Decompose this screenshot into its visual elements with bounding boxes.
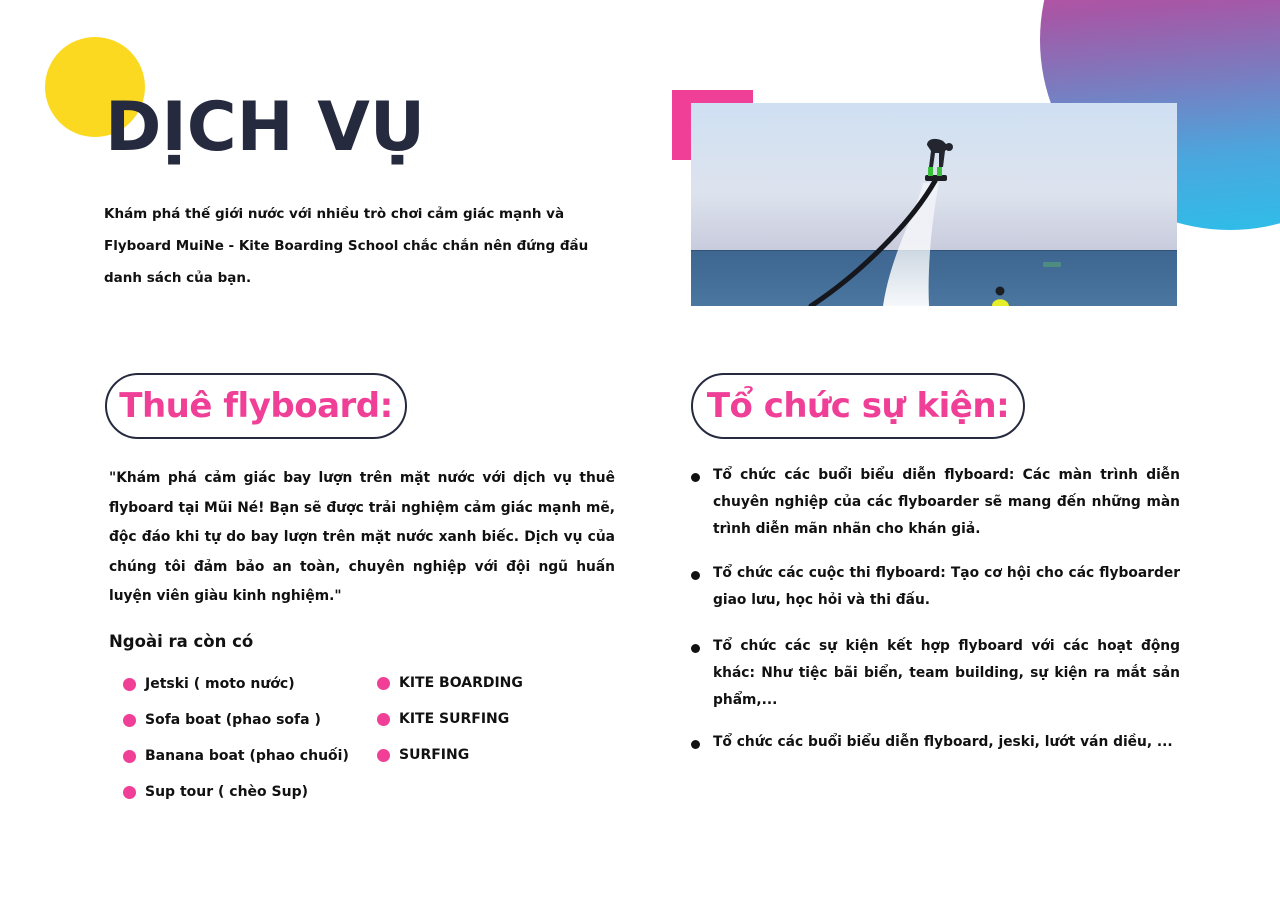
pink-bullet-icon	[123, 714, 136, 727]
events-heading-pill	[691, 373, 1025, 439]
bullet-icon	[691, 473, 700, 482]
extras-list-right	[377, 665, 523, 773]
extras-list-left	[123, 666, 349, 810]
flyboard-photo	[691, 103, 1177, 306]
event-item: Tổ chức các buổi biểu diễn flyboard, jeski, lướt ván diều, ...	[690, 729, 1180, 756]
rental-heading-pill	[105, 373, 407, 439]
events-list	[690, 462, 1180, 756]
extras-heading: Ngoài ra còn có	[109, 632, 254, 651]
events-heading: Tổ chức sự kiện:	[706, 386, 1010, 426]
bullet-icon	[691, 571, 700, 580]
extras-item: SURFING	[377, 737, 523, 773]
pink-bullet-icon	[377, 677, 390, 690]
flyboard-photo-image	[691, 103, 1177, 306]
event-item: Tổ chức các cuộc thi flyboard: Tạo cơ hội cho các flyboarder giao lưu, học hỏi và thi đấu.	[690, 560, 1180, 614]
extras-item: Jetski ( moto nước)	[123, 666, 349, 702]
pink-bullet-icon	[123, 750, 136, 763]
extras-item: KITE SURFING	[377, 701, 523, 737]
rental-heading: Thuê flyboard:	[119, 386, 393, 426]
page-title: DỊCH VỤ	[105, 88, 426, 167]
extras-item: Sofa boat (phao sofa )	[123, 702, 349, 738]
event-item: Tổ chức các buổi biểu diễn flyboard: Các màn trình diễn chuyên nghiệp của các flyboarder sẽ mang đến những màn trình diễn mãn nhãn cho khán giả.	[690, 462, 1180, 543]
rental-quote: "Khám phá cảm giác bay lượn trên mặt nước với dịch vụ thuê flyboard tại Mũi Né! Bạn sẽ được trải nghiệm cảm giác mạnh mẽ, độc đáo khi tự do bay lượn trên mặt nước xanh biếc. Dịch vụ của chúng tôi đảm bảo an toàn, chuyên nghiệp với đội ngũ huấn luyện viên giàu kinh nghiệm."	[109, 470, 615, 604]
extras-item: Banana boat (phao chuối)	[123, 738, 349, 774]
bullet-icon	[691, 644, 700, 653]
bullet-icon	[691, 740, 700, 749]
pink-bullet-icon	[377, 749, 390, 762]
pink-bullet-icon	[377, 713, 390, 726]
pink-bullet-icon	[123, 678, 136, 691]
pink-bullet-icon	[123, 786, 136, 799]
event-item: Tổ chức các sự kiện kết hợp flyboard với các hoạt động khác: Như tiệc bãi biển, team building, sự kiện ra mắt sản phẩm,...	[690, 633, 1180, 714]
extras-item: KITE BOARDING	[377, 665, 523, 701]
intro-paragraph: Khám phá thế giới nước với nhiều trò chơi cảm giác mạnh và Flyboard MuiNe - Kite Boarding School chắc chắn nên đứng đầu danh sách của bạn.	[104, 206, 589, 286]
extras-item: Sup tour ( chèo Sup)	[123, 774, 349, 810]
